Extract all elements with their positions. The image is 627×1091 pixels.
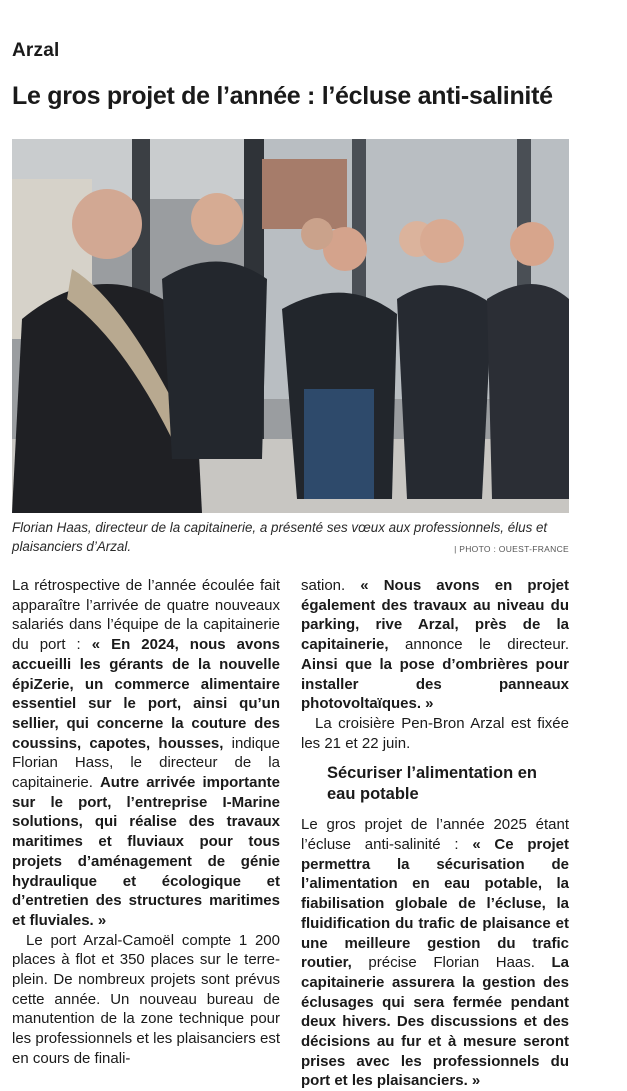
paragraph: La croisière Pen-Bron Arzal est fixée les 21 et 22 juin. [301,714,569,752]
news-photo [12,139,569,513]
text-run: sation. [301,577,361,594]
quote-run: Ainsi que la pose d’ombrières pour installer des panneaux photovoltaïques. » [301,655,569,713]
text-run: précise Florian Haas. [351,954,552,972]
headline: Le gros projet de l’année : l’écluse anti-salinité [12,82,553,110]
text-run: La rétrospective de l’année écoulée fait apparaître l’arrivée de quatre nouveaux salariés dans l’équipe de la capitainerie du port : [12,577,280,654]
quote-run: « En 2024, nous avons accueilli les gérants de la nouvelle épiZerie, un commerce alimentaire essentiel sur le port, ainsi qu’un sellier, qui concerne la couture des coussins, capotes, housses, [12,636,280,752]
text-run: Le gros projet de l’année 2025 étant l’écluse anti-salinité : [301,816,569,854]
text-run: indique Florian Hass, le directeur de la capitainerie. [12,734,280,792]
quote-run: Autre arrivée importante sur le port, l’entreprise I-Marine solutions, qui réalise des travaux maritimes et fluviaux pour tous projets d’aménagement de génie hydraulique et écologique et d’entretien des structures maritimes et fluviales. » [12,774,280,929]
photo-caption: Florian Haas, directeur de la capitainerie, a présenté ses vœux aux professionnels, élus et plaisanciers d’Arzal. [12,520,548,554]
photo-credit: | PHOTO : OUEST-FRANCE [454,544,569,554]
paragraph [301,815,569,1091]
paragraph [301,576,569,714]
paragraph [12,576,280,931]
quote-run: « Nous avons en projet également des travaux au niveau du parking, rive Arzal, près de la capitainerie, [301,577,569,654]
text-run: annonce le directeur. [388,636,569,654]
article-column-1 [12,576,280,1069]
quote-run: La capitainerie assurera la gestion des éclusages qui sera fermée pendant deux hivers. Des discussions et des décisions au fur et à mesure seront prises avec les professionnels du port et les plaisanciers. » [301,954,569,1090]
paragraph: Le port Arzal-Camoël compte 1 200 places à flot et 350 places sur le terre-plein. De nombreux projets sont prévus cette année. Un nouveau bureau de manutention de la zone technique pour les professionnels et les plaisanciers est en cours de finali- [12,931,280,1067]
article-column-2 [301,576,569,1091]
quote-run: « Ce projet permettra la sécurisation de l’alimentation en eau potable, la fiabilisation globale de l’écluse, la fluidification du trafic de plaisance et une meilleure gestion du trafic routier, [301,836,569,972]
subheading: Sécuriser l’alimentation en eau potable [327,764,537,804]
section-kicker: Arzal [12,40,60,61]
